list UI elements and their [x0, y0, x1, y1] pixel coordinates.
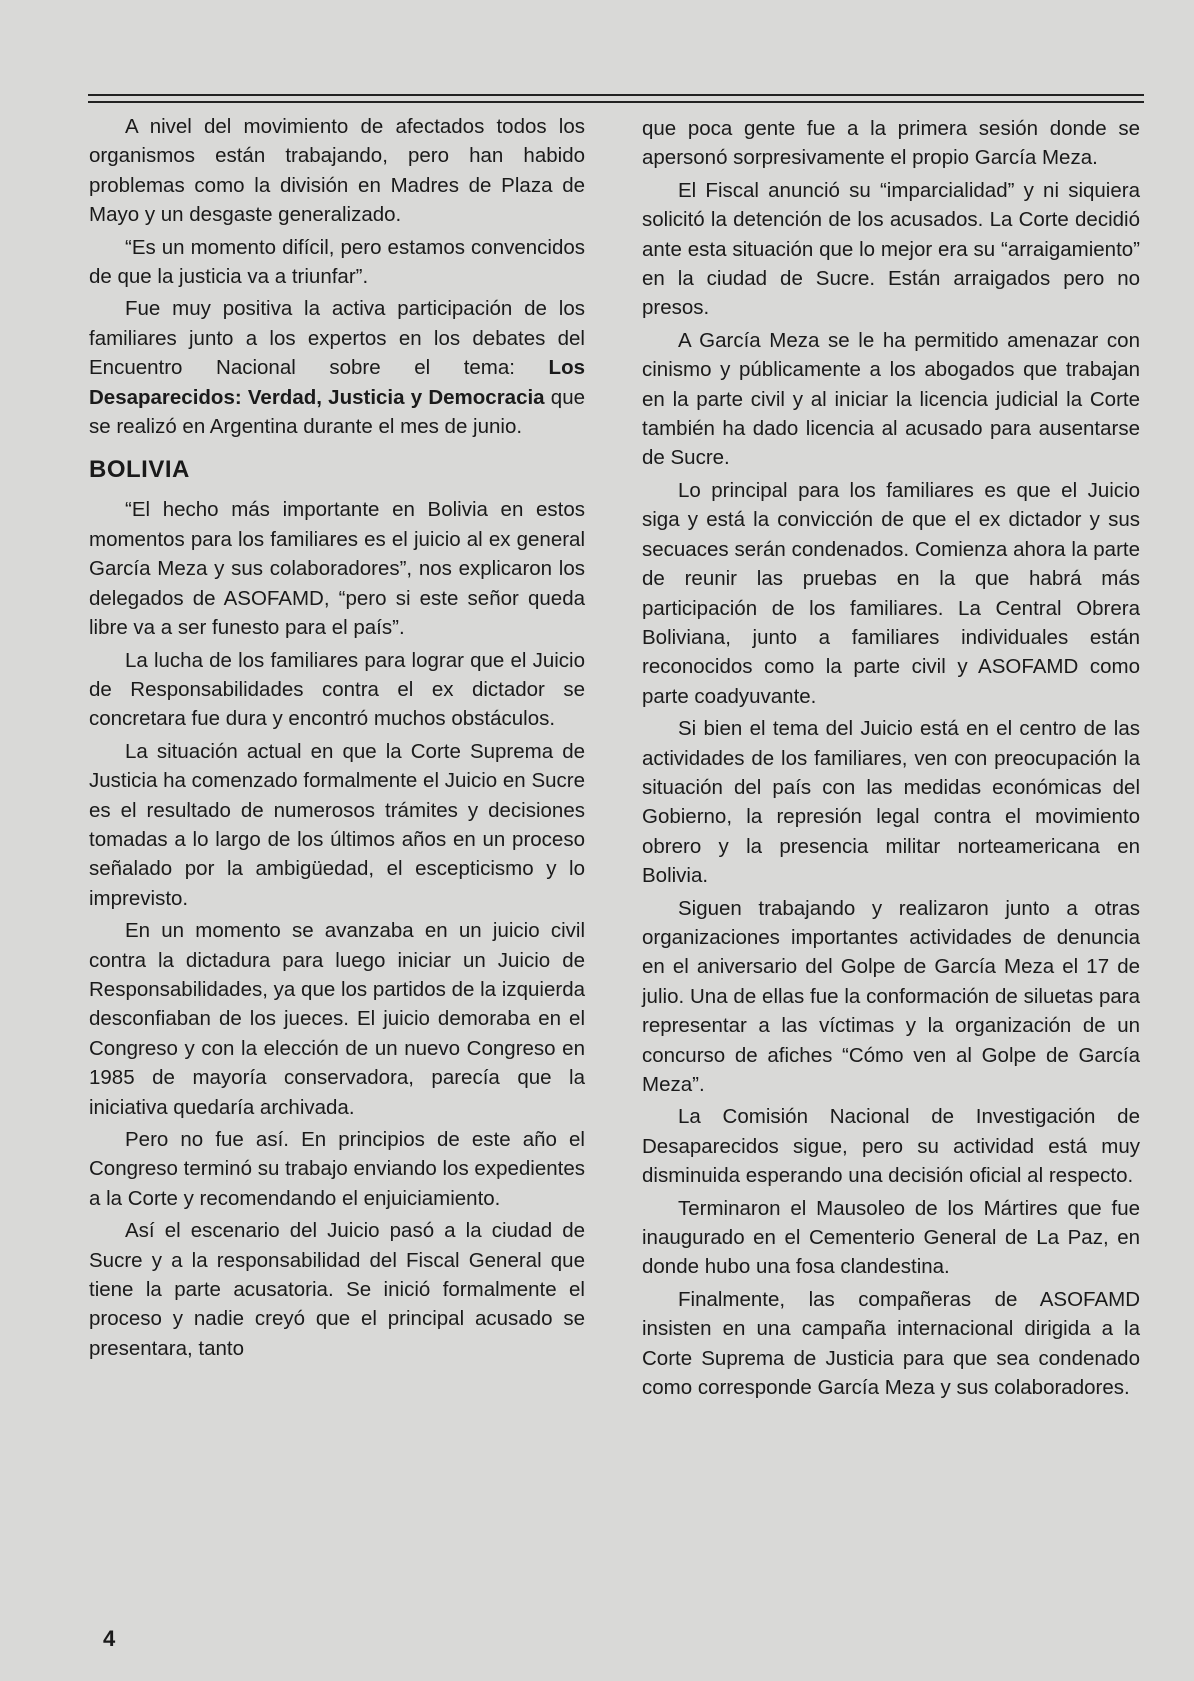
- paragraph: Pero no fue así. En principios de este año el Congreso terminó su trabajo enviando los expedientes a la Corte y recomendando el enjuiciamiento.: [89, 1128, 585, 1210]
- paragraph: Finalmente, las compañeras de ASOFAMD insisten en una campaña internacional dirigida a la Corte Suprema de Justicia para que sea condenado como corresponde García Meza y sus colaboradores.: [642, 1287, 1140, 1400]
- paragraph-text: que se realizó en Argentina durante el mes de junio.: [89, 385, 585, 439]
- paragraph: Siguen trabajando y realizaron junto a otras organizaciones importantes actividades de denuncia en el aniversario del Golpe de García Meza el 17 de julio. Una de ellas fue la conformación de siluetas para representar a las víctimas y la organización de un concurso de afiches “Cómo ven al Golpe de García Meza”.: [642, 896, 1140, 1096]
- right-column: [642, 114, 1140, 1405]
- paragraph: La Comisión Nacional de Investigación de Desaparecidos sigue, pero su actividad está muy disminuida esperando una decisión oficial al respecto.: [642, 1105, 1140, 1188]
- event-title: Los Desaparecidos: Verdad, Justicia y Democracia: [89, 356, 585, 409]
- section-heading: BOLIVIA: [89, 456, 190, 484]
- header-rule: [88, 94, 1144, 103]
- paragraph: En un momento se avanzaba en un juicio civil contra la dictadura para luego iniciar un Juicio de Responsabilidades, ya que los partidos de la izquierda desconfiaban de los jueces. El juicio demoraba en el Congreso y con la elección de un nuevo Congreso en 1985 de mayoría conservadora, parecía que la iniciativa quedaría archivada.: [89, 919, 585, 1119]
- paragraph: [89, 294, 585, 441]
- paragraph: Así el escenario del Juicio pasó a la ciudad de Sucre y a la responsabilidad del Fiscal General que tiene la parte acusatoria. Se inició formalmente el proceso y nadie creyó que el principal acusado se presentara, tanto: [89, 1219, 585, 1360]
- paragraph: La lucha de los familiares para lograr que el Juicio de Responsabilidades contra el ex dictador se concretara fue dura y encontró muchos obstáculos.: [89, 648, 585, 731]
- paragraph: Lo principal para los familiares es que el Juicio siga y está la convicción de que el ex dictador y sus secuaces serán condenados. Comienza ahora la parte de reunir las pruebas en la que habrá más participación de los familiares. La Central Obrera Boliviana, junto a familiares individuales están reconocidos como la parte civil y ASOFAMD como parte coadyuvante.: [642, 478, 1140, 708]
- paragraph: que poca gente fue a la primera sesión donde se apersonó sorpresivamente el propio García Meza.: [642, 117, 1140, 170]
- paragraph: A nivel del movimiento de afectados todos los organismos están trabajando, pero han habido problemas como la división en Madres de Plaza de Mayo y un desgaste generalizado.: [89, 115, 585, 227]
- paragraph: El Fiscal anunció su “imparcialidad” y ni siquiera solicitó la detención de los acusados. La Corte decidió ante esta situación que lo mejor era su “arraigamiento” en la ciudad de Sucre. Están arraigados pero no presos.: [642, 178, 1140, 320]
- paragraph: “Es un momento difícil, pero estamos convencidos de que la justicia va a triunfar”.: [89, 235, 585, 289]
- paragraph: A García Meza se le ha permitido amenazar con cinismo y públicamente a los abogados que trabajan en la parte civil y al iniciar la licencia judicial la Corte también ha dado licencia al acusado para ausentarse de Sucre.: [642, 328, 1140, 470]
- paragraph: “El hecho más importante en Bolivia en estos momentos para los familiares es el juicio al ex general García Meza y sus colaboradores”, nos explicaron los delegados de ASOFAMD, “pero si este señor queda libre va a ser funesto para el país”.: [89, 498, 585, 640]
- paragraph-text: Fue muy positiva la activa participación de los familiares junto a los expertos en los debates del Encuentro Nacional sobre el tema:: [89, 297, 585, 380]
- paragraph: Si bien el tema del Juicio está en el centro de las actividades de los familiares, ven con preocupación la situación del país con las medidas económicas del Gobierno, la represión legal contra el movimiento obrero y la presencia militar norteamericana en Bolivia.: [642, 717, 1140, 888]
- page-number: 4: [103, 1626, 116, 1651]
- paragraph: Terminaron el Mausoleo de los Mártires que fue inaugurado en el Cementerio General de La Paz, en donde hubo una fosa clandestina.: [642, 1196, 1140, 1279]
- left-column: [89, 112, 585, 1366]
- paragraph: La situación actual en que la Corte Suprema de Justicia ha comenzado formalmente el Juicio en Sucre es el resultado de numerosos trámites y decisiones tomadas a lo largo de los últimos años en un proceso señalado por la ambigüedad, el escepticismo y lo imprevisto.: [89, 739, 585, 910]
